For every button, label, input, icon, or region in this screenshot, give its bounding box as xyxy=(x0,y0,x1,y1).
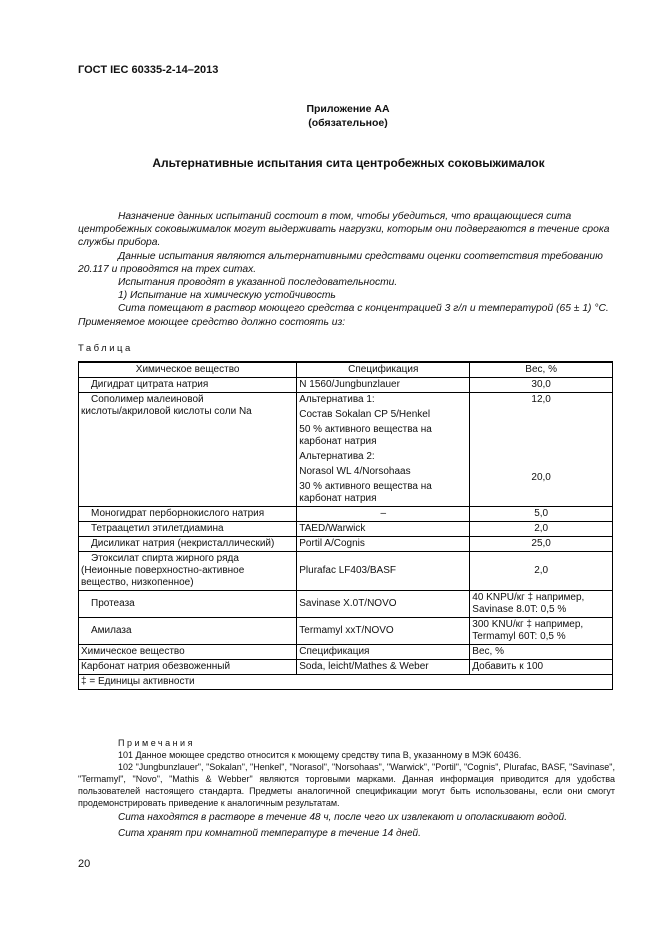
table-footnote-row xyxy=(79,675,613,690)
table-cell: Амилаза xyxy=(79,618,297,645)
document-header: ГОСТ IEC 60335-2-14–2013 xyxy=(78,64,219,76)
header-cell: Вес, % xyxy=(470,362,613,378)
table-cell: Химическое вещество xyxy=(79,645,297,660)
notes-heading: Примечания xyxy=(118,738,195,748)
table-cell xyxy=(79,552,297,591)
table-cell: 2,0 xyxy=(470,552,613,591)
table-row xyxy=(79,378,613,393)
paragraph: Испытания проводят в указанной последовательности. xyxy=(118,277,398,289)
table-cell: Добавить к 100 xyxy=(470,660,613,675)
table-row xyxy=(79,660,613,675)
table-cell: Portil A/Cognis xyxy=(297,537,470,552)
cell-line: Сополимер малеиновой xyxy=(91,394,204,405)
table-row xyxy=(79,393,613,507)
table-cell: Plurafac LF403/BASF xyxy=(297,552,470,591)
table-cell: – xyxy=(297,507,470,522)
header-cell: Спецификация xyxy=(297,362,470,378)
cell-line: 12,0 xyxy=(531,394,551,405)
table-cell: Карбонат натрия обезвоженный xyxy=(79,660,297,675)
section-title: Альтернативные испытания сита центробежных соковыжималок xyxy=(152,156,545,170)
paragraph: Сита хранят при комнатной температуре в течение 14 дней. xyxy=(118,828,421,839)
table-cell: Soda, leicht/Mathes & Weber xyxy=(297,660,470,675)
table-row xyxy=(79,522,613,537)
page-number: 20 xyxy=(78,858,91,870)
annex-heading xyxy=(0,102,661,130)
cell-line: кислоты/акриловой кислоты соли Na xyxy=(81,406,252,417)
detergent-table xyxy=(78,361,613,690)
table-cell xyxy=(470,393,613,507)
cell-line: 20,0 xyxy=(531,472,551,483)
cell-line: Состав Sokalan CP 5/Henkel xyxy=(299,409,431,420)
table-cell: Дисиликат натрия (некристаллический) xyxy=(79,537,297,552)
cell-line: (Неионные поверхностно-активное вещество, низкопенное) xyxy=(81,565,245,588)
table-cell: Моногидрат перборнокислого натрия xyxy=(79,507,297,522)
cell-line: Этоксилат спирта жирного ряда xyxy=(91,553,239,564)
cell-line: 30 % активного вещества на карбонат натрия xyxy=(299,481,432,504)
table-cell: Тетраацетил этилетдиамина xyxy=(79,522,297,537)
table-header-row xyxy=(79,362,613,378)
notes-block xyxy=(78,737,615,840)
table-row xyxy=(79,645,613,660)
table-cell xyxy=(297,393,470,507)
note-item: 102 "Jungbunzlauer", "Sokalan", "Henkel", "Norasol", "Norsohaas", "Warwick", "Portil", "Cognis", Plurafac, BASF, "Savinase", "Termamyl", "Novo", "Mathis & Webber" являются торговыми марками. Данная информация приводится для удобства пользователей настоящего стандарта. Предметы аналогичной спецификации могут быть использованы, если они смогут продемонстрировать приведение к аналогичным результатам. xyxy=(78,762,615,808)
table-cell: Спецификация xyxy=(297,645,470,660)
table-cell: Savinase X.0T/NOVO xyxy=(297,591,470,618)
table-cell: 30,0 xyxy=(470,378,613,393)
cell-line: Norasol WL 4/Norsohaas xyxy=(299,466,411,477)
note-item: 101 Данное моющее средство относится к моющему средству типа В, указанному в МЭК 60436. xyxy=(118,750,522,760)
table-cell: Вес, % xyxy=(470,645,613,660)
paragraph: Данные испытания являются альтернативными средствами оценки соответствия требованию 20.117 и проводятся на трех ситах. xyxy=(78,250,603,275)
table-cell: Протеаза xyxy=(79,591,297,618)
table-cell: 300 KNU/кг ‡ например, Termamyl 60T: 0,5 % xyxy=(470,618,613,645)
annex-title: Приложение АА xyxy=(306,103,390,115)
table-cell: 25,0 xyxy=(470,537,613,552)
table-cell: Дигидрат цитрата натрия xyxy=(79,378,297,393)
table-row xyxy=(79,507,613,522)
table-row xyxy=(79,537,613,552)
cell-line: Альтернатива 2: xyxy=(299,451,375,462)
cell-line: Альтернатива 1: xyxy=(299,394,375,405)
table-row xyxy=(79,591,613,618)
paragraph: Сита находятся в растворе в течение 48 ч, после чего их извлекают и ополаскивают водой. xyxy=(118,812,567,823)
table-cell: Termamyl xxT/NOVO xyxy=(297,618,470,645)
paragraph: Назначение данных испытаний состоит в том, чтобы убедиться, что вращающиеся сита центробежных соковыжималок могут выдерживать нагрузки, которым они подвергаются в течение срока службы прибора. xyxy=(78,211,610,249)
table-row xyxy=(79,552,613,591)
annex-status: (обязательное) xyxy=(308,117,388,129)
table-cell: 2,0 xyxy=(470,522,613,537)
cell-line: 50 % активного вещества на карбонат натрия xyxy=(299,424,432,447)
table-cell: 5,0 xyxy=(470,507,613,522)
table-row xyxy=(79,618,613,645)
body-text xyxy=(78,210,618,329)
table-footnote: ‡ = Единицы активности xyxy=(79,675,613,690)
table-cell: N 1560/Jungbunzlauer xyxy=(297,378,470,393)
table-label: Таблица xyxy=(78,343,133,354)
table-cell: TAED/Warwick xyxy=(297,522,470,537)
header-cell: Химическое вещество xyxy=(79,362,297,378)
table-cell: 40 KNPU/кг ‡ например, Savinase 8.0T: 0,5 % xyxy=(470,591,613,618)
table-cell xyxy=(79,393,297,507)
paragraph: 1) Испытание на химическую устойчивость xyxy=(118,290,336,302)
paragraph: Сита помещают в раствор моющего средства с концентрацией 3 г/л и температурой (65 ± 1) °С. Применяемое моющее средство должно состоять из: xyxy=(78,303,609,328)
